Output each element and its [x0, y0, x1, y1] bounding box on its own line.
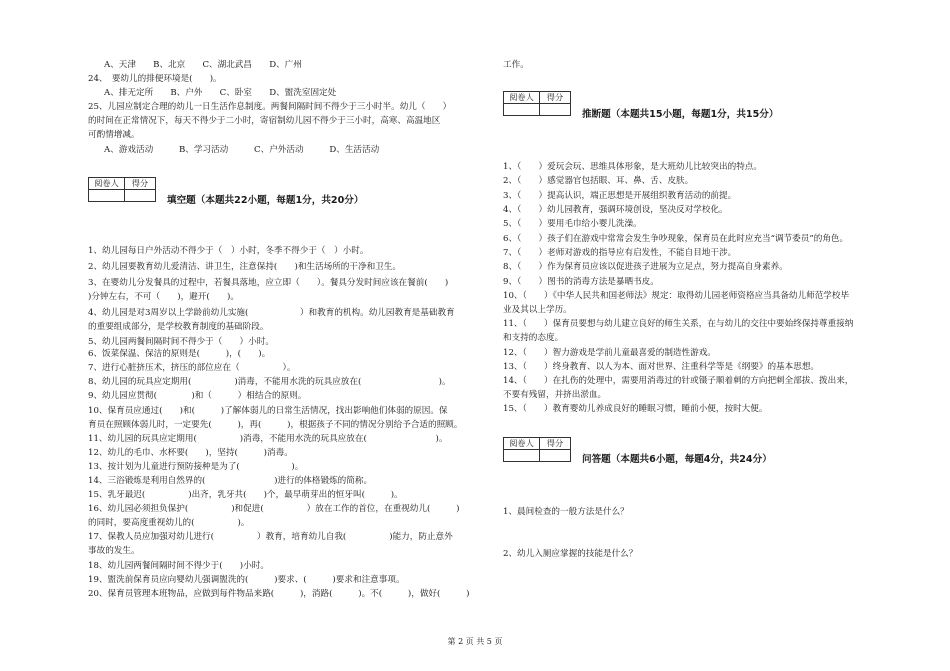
grader-label: 阅卷人 — [504, 438, 540, 450]
section-title-judge: 推断题（本题共15小题，每题1分，共15分） — [582, 109, 779, 120]
list-item: 4、（ ）幼儿园教育，强调环境创设，坚决反对学校化。 — [503, 205, 728, 215]
q25-line3: 可酌情增减。 — [88, 130, 140, 140]
list-item: 6、（ ）孩子们在游戏中常常会发生争吵现象，保育员在此时应充当“调节委员”的角色。 — [503, 234, 849, 244]
list-item: 18、幼儿园两餐间隔时间不得少于( )小时。 — [88, 561, 269, 571]
score-cell[interactable] — [540, 104, 571, 116]
list-item: 2、（ ）感觉器官包括眼、耳、鼻、舌、皮肤。 — [503, 176, 694, 186]
section-title-fill: 填空题（本题共22小题，每题1分，共20分） — [167, 195, 364, 206]
list-item: 业及其以上学历。 — [503, 305, 572, 315]
list-item: 8、幼儿园的玩具应定期用( )消毒，不能用水洗的玩具应放在( )。 — [88, 377, 451, 387]
list-item: 4、幼儿园是对3周岁以上学龄前幼儿实施( ）和教育的机构。幼儿园教育是基础教育 — [88, 308, 455, 318]
list-item: )分钟左右，不可（ )，避开( )。 — [88, 292, 239, 302]
list-item: 和支持的态度。 — [503, 333, 564, 343]
list-item: 的重要组成部分，是学校教育制度的基础阶段。 — [88, 322, 269, 332]
list-item: 不要有残留，并挤出淤血。 — [503, 390, 607, 400]
list-item: 10、保育员应通过( )和( )了解体弱儿的日常生活情况，找出影响他们体弱的原因。保 — [88, 406, 448, 416]
score-box-fill — [88, 177, 156, 202]
list-item: 20、保育员管理本班物品，应做到每件物品来路( )，消路( )。不( )，做好( ) — [88, 589, 470, 599]
list-item: 15、乳牙最迟( )出齐，乳牙共( )个，最早萌芽出的恒牙叫( )。 — [88, 490, 403, 500]
list-item: 7、（ ）老师对游戏的指导应有启发性，不能自目地干涉。 — [503, 248, 737, 258]
list-item: 11、（ ）保育员要想与幼儿建立良好的师生关系，在与幼儿的交往中要始终保持尊重接纳 — [503, 319, 854, 329]
q25-line2: 的时间在正常情况下，每天不得少于二小时，寄宿制幼儿园不得少于三小时，高寒、高温地区 — [88, 116, 441, 126]
list-item: 9、（ ）图书的消毒方法是暴晒书皮。 — [503, 277, 659, 287]
score-label: 得分 — [540, 438, 571, 450]
score-label: 得分 — [540, 92, 571, 104]
list-item: 12、（ ）智力游戏是学前儿童最喜爱的制造性游戏。 — [503, 348, 716, 358]
q25-line1: 25、儿园应制定合理的幼儿一日生活作息制度。两餐间隔时间不得少于三小时半。幼儿（ ） — [88, 102, 452, 112]
score-box-judge — [503, 91, 571, 116]
list-item: 育员在照顾体弱儿时，一定要先( )，再( )，根据孩子不同的情况分别给予合适的照顾。 — [88, 420, 463, 430]
list-item: 事故的发生。 — [88, 546, 140, 556]
q24-text: 24、 要幼儿的排便环境是( )。 — [88, 74, 222, 84]
list-item: 1、幼儿园每日户外活动不得少于（ ）小时，冬季不得少于（ ）小时。 — [88, 246, 369, 256]
list-item: 10、（ ）《中华人民共和国老师法》规定：取得幼儿园老师资格应当具备幼儿师范学校毕 — [503, 291, 850, 301]
qa-question: 2、幼儿入厕应掌握的技能是什么？ — [503, 549, 638, 559]
list-item: 8、（ ）作为保育员应该以促进孩子进展为立足点，努力提高自身素养。 — [503, 262, 788, 272]
list-item: 16、幼儿园必须担负保护( )和促进( ）放在工作的首位，在重视幼儿( ) — [88, 504, 460, 514]
grader-label: 阅卷人 — [504, 92, 540, 104]
list-item: 1、（ ）爱玩会玩、思维具体形象，是大班幼儿比较突出的特点。 — [503, 162, 762, 172]
list-item: 9、幼儿园应贯彻( )和（ ）相结合的原则。 — [88, 391, 307, 401]
list-item: 15、（ ）教育婴幼儿养成良好的睡眠习惯，睡前小便，按时大便。 — [503, 404, 768, 414]
page-footer: 第 2 页 共 5 页 — [447, 637, 503, 646]
list-item: 6、饭菜保温、保洁的原则是( )，( )。 — [88, 349, 271, 359]
list-item: 11、幼儿园的玩具应定期用( )消毒，不能用水洗的玩具应放在( )。 — [88, 434, 448, 444]
list-item: 12、幼儿的毛巾、水杯要( )，坚持( )消毒。 — [88, 448, 293, 458]
list-item: 3、在婴幼儿分发餐具的过程中，若餐具落地，应立即（ ）。餐具分发时间应该在餐前( ) — [88, 278, 449, 288]
q24-options: A、排无定所 B、户外 C、卧室 D、盥洗室固定处 — [104, 88, 337, 98]
score-cell[interactable] — [125, 190, 156, 202]
score-label: 得分 — [125, 178, 156, 190]
grader-cell[interactable] — [89, 190, 125, 202]
q23-options: A、天津 B、北京 C、湖北武昌 D、广州 — [104, 60, 302, 70]
continuation-text: 工作。 — [503, 60, 529, 70]
grader-cell[interactable] — [504, 104, 540, 116]
list-item: 14、三浴锻炼是利用自然界的( )进行的体格锻炼的简称。 — [88, 476, 373, 486]
list-item: 17、保教人员应加强对幼儿进行( ）教育，培育幼儿自我( )能力，防止意外 — [88, 532, 453, 542]
list-item: 5、（ ）要用毛巾给小婴儿洗澡。 — [503, 219, 642, 229]
list-item: 3、（ ）提高认识，端正思想是开展组织教育活动的前提。 — [503, 191, 737, 201]
grader-cell[interactable] — [504, 450, 540, 462]
list-item: 2、幼儿园要教育幼儿爱清洁、讲卫生，注意保持( )和生活场所的干净和卫生。 — [88, 262, 401, 272]
list-item: 5、幼儿园两餐间隔时间不得少于（ ）小时。 — [88, 337, 274, 347]
section-title-qa: 问答题（本题共6小题，每题4分，共24分） — [582, 454, 772, 465]
list-item: 19、盥洗前保育员应向婴幼儿强调盥洗的( )要求、( )要求和注意事项。 — [88, 575, 405, 585]
qa-question: 1、晨间检查的一般方法是什么？ — [503, 507, 629, 517]
list-item: 的同时，要高度重视幼儿的( )。 — [88, 518, 250, 528]
q25-options: A、游戏活动 B、学习活动 C、户外活动 D、生活活动 — [104, 145, 380, 155]
list-item: 7、进行心脏挤压术，挤压的部位应在（ ）。 — [88, 363, 296, 373]
list-item: 14、（ ）在扎伤的处理中，需要用消毒过的针或镊子顺着刺的方向把刺全部拔、拨出来， — [503, 376, 854, 386]
grader-label: 阅卷人 — [89, 178, 125, 190]
score-box-qa — [503, 437, 571, 462]
list-item: 13、（ ）终身教育、以人为本、面对世界、注重科学等是《纲要》的基本思想。 — [503, 362, 820, 372]
score-cell[interactable] — [540, 450, 571, 462]
list-item: 13、按计划为儿童进行预防接种是为了( )。 — [88, 462, 304, 472]
